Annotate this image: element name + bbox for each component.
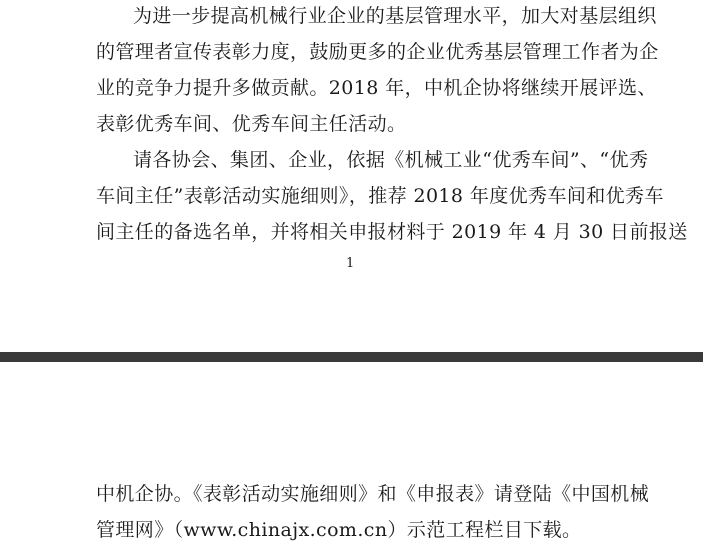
paragraph-1-line-3: 业的竞争力提升多做贡献。2018 年，中机企协将继续开展评选、 [96,77,657,99]
paragraph-1-line-1: 为进一步提高机械行业企业的基层管理水平，加大对基层组织 [133,5,657,27]
paragraph-2-line-1: 请各协会、集团、企业，依据《机械工业“优秀车间”、“优秀 [133,149,649,171]
paragraph-1-line-2: 的管理者宣传表彰力度，鼓励更多的企业优秀基层管理工作者为企 [96,41,659,63]
paragraph-2-line-3: 间主任的备选名单，并将相关申报材料于 2019 年 4 月 30 日前报送 [96,221,688,243]
paragraph-1-line-4: 表彰优秀车间、优秀车间主任活动。 [96,113,407,135]
page-break-divider [0,352,703,362]
paragraph-3-line-2: 管理网》（www.chinajx.com.cn）示范工程栏目下载。 [96,519,582,541]
paragraph-2-line-2: 车间主任”表彰活动实施细则》，推荐 2018 年度优秀车间和优秀车 [96,185,664,207]
paragraph-3-line-1: 中机企协。《表彰活动实施细则》和《申报表》请登陆《中国机械 [96,483,650,505]
page-number: 1 [346,256,355,271]
document-page-2 [0,362,703,542]
